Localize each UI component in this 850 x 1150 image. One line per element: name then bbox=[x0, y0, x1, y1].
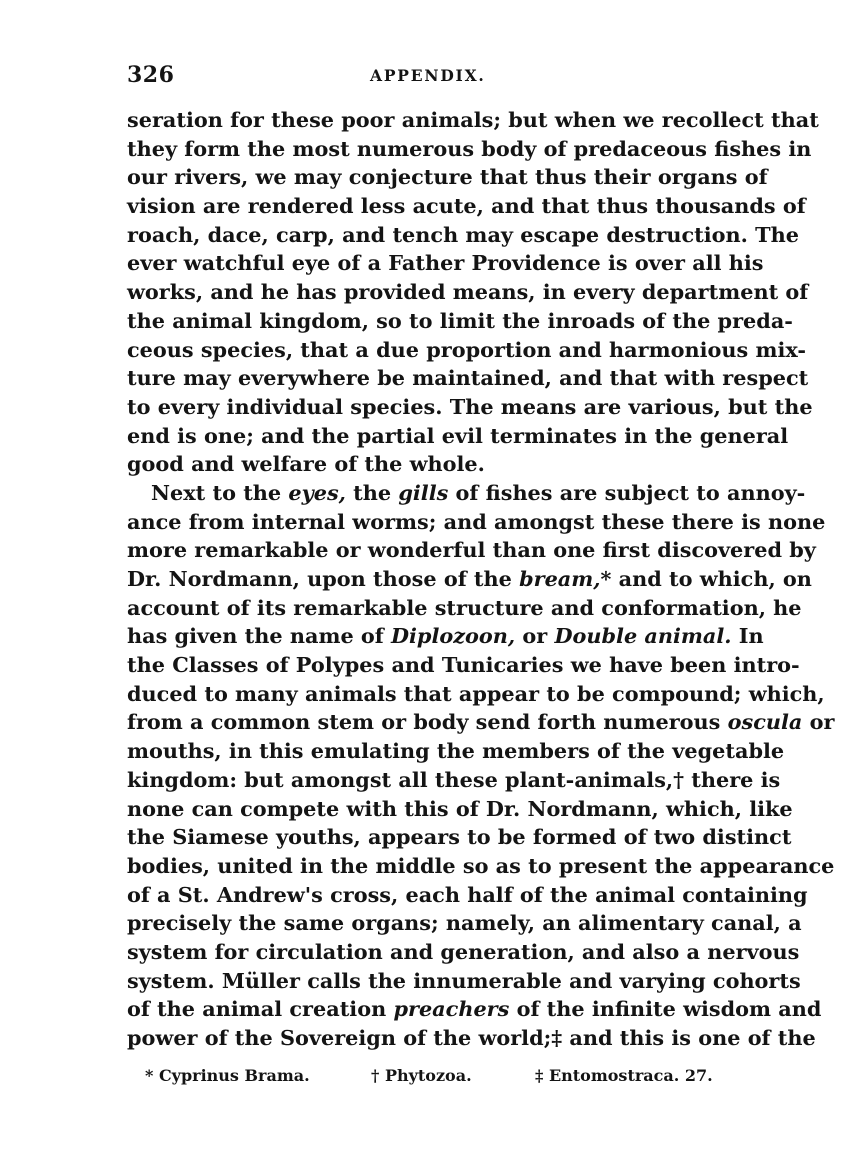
text-line: good and welfare of the whole. bbox=[127, 451, 485, 477]
text-line: they form the most numerous body of predaceous fishes in bbox=[127, 135, 812, 161]
footnote: * Cyprinus Brama. bbox=[145, 1066, 310, 1085]
text-run: of the infinite wisdom and bbox=[509, 996, 822, 1022]
italic-word: eyes, bbox=[288, 479, 346, 505]
text-line: precisely the same organs; namely, an alimentary canal, a bbox=[127, 910, 802, 936]
text-line: to every individual species. The means are various, but the bbox=[127, 393, 813, 419]
text-run: Dr. Nordmann, upon those of the bbox=[127, 566, 520, 591]
text-run: from a common stem or body send forth numerous bbox=[127, 709, 728, 735]
text-line: duced to many animals that appear to be compound; which, bbox=[127, 680, 825, 706]
italic-word: bream, bbox=[519, 566, 601, 591]
text-line: vision are rendered less acute, and that thus thousands of bbox=[127, 193, 806, 219]
italic-word: oscula bbox=[727, 709, 803, 735]
text-line: ance from internal worms; and amongst these there is none bbox=[127, 508, 826, 534]
text-run: or bbox=[515, 623, 555, 649]
text-run: In bbox=[731, 623, 764, 649]
text-line: end is one; and the partial evil terminates in the general bbox=[127, 422, 789, 448]
text-line bbox=[127, 565, 812, 594]
text-line: system for circulation and generation, and also a nervous bbox=[127, 938, 800, 964]
text-run: of the animal creation bbox=[127, 996, 394, 1022]
page-header bbox=[127, 62, 727, 92]
text-run: * and to which, on bbox=[600, 566, 812, 591]
text-line: works, and he has provided means, in every department of bbox=[127, 279, 809, 305]
text-line: bodies, united in the middle so as to present the appearance bbox=[127, 852, 835, 878]
text-line bbox=[127, 622, 764, 651]
italic-word: preachers bbox=[393, 996, 510, 1022]
body-text bbox=[127, 106, 835, 1053]
text-line: roach, dace, carp, and tench may escape destruction. The bbox=[127, 221, 799, 247]
text-line: seration for these poor animals; but when we recollect that bbox=[127, 107, 819, 132]
text-line: kingdom: but amongst all these plant-animals,† there is bbox=[127, 766, 781, 792]
italic-word: gills bbox=[398, 479, 449, 505]
text-run: or bbox=[802, 709, 835, 735]
text-line bbox=[127, 995, 822, 1024]
footnotes bbox=[127, 1062, 727, 1090]
text-line: our rivers, we may conjecture that thus their organs of bbox=[127, 164, 768, 190]
text-run: has given the name of bbox=[127, 623, 391, 649]
text-line: the Siamese youths, appears to be formed of two distinct bbox=[127, 824, 792, 850]
text-line: the animal kingdom, so to limit the inroads of the preda- bbox=[127, 307, 793, 333]
text-run: the bbox=[345, 479, 399, 505]
text-line: the Classes of Polypes and Tunicaries we have been intro- bbox=[127, 652, 800, 678]
text-line bbox=[127, 708, 835, 737]
page-number: 326 bbox=[127, 62, 175, 88]
footnote: ‡ Entomostraca. 27. bbox=[535, 1066, 713, 1085]
italic-word: Diplozoon, bbox=[391, 623, 516, 649]
running-head: APPENDIX. bbox=[370, 66, 486, 85]
italic-word: Double animal. bbox=[554, 623, 732, 649]
text-line: more remarkable or wonderful than one first discovered by bbox=[127, 537, 816, 563]
footnote: † Phytozoa. bbox=[371, 1066, 472, 1085]
text-run: of fishes are subject to annoy- bbox=[448, 479, 806, 505]
text-line bbox=[127, 479, 806, 508]
text-line: none can compete with this of Dr. Nordmann, which, like bbox=[127, 795, 793, 821]
text-line: ever watchful eye of a Father Providence is over all his bbox=[127, 250, 764, 276]
text-line: ture may everywhere be maintained, and that with respect bbox=[127, 365, 809, 391]
text-line: of a St. Andrew's cross, each half of the animal containing bbox=[127, 881, 808, 907]
text-line: ceous species, that a due proportion and harmonious mix- bbox=[127, 336, 807, 362]
text-line: system. Müller calls the innumerable and varying cohorts bbox=[127, 967, 801, 993]
text-line: account of its remarkable structure and conformation, he bbox=[127, 594, 802, 620]
text-line: mouths, in this emulating the members of the vegetable bbox=[127, 738, 785, 764]
text-line: power of the Sovereign of the world;‡ and this is one of the bbox=[127, 1025, 816, 1050]
text-run: Next to the bbox=[151, 479, 289, 505]
